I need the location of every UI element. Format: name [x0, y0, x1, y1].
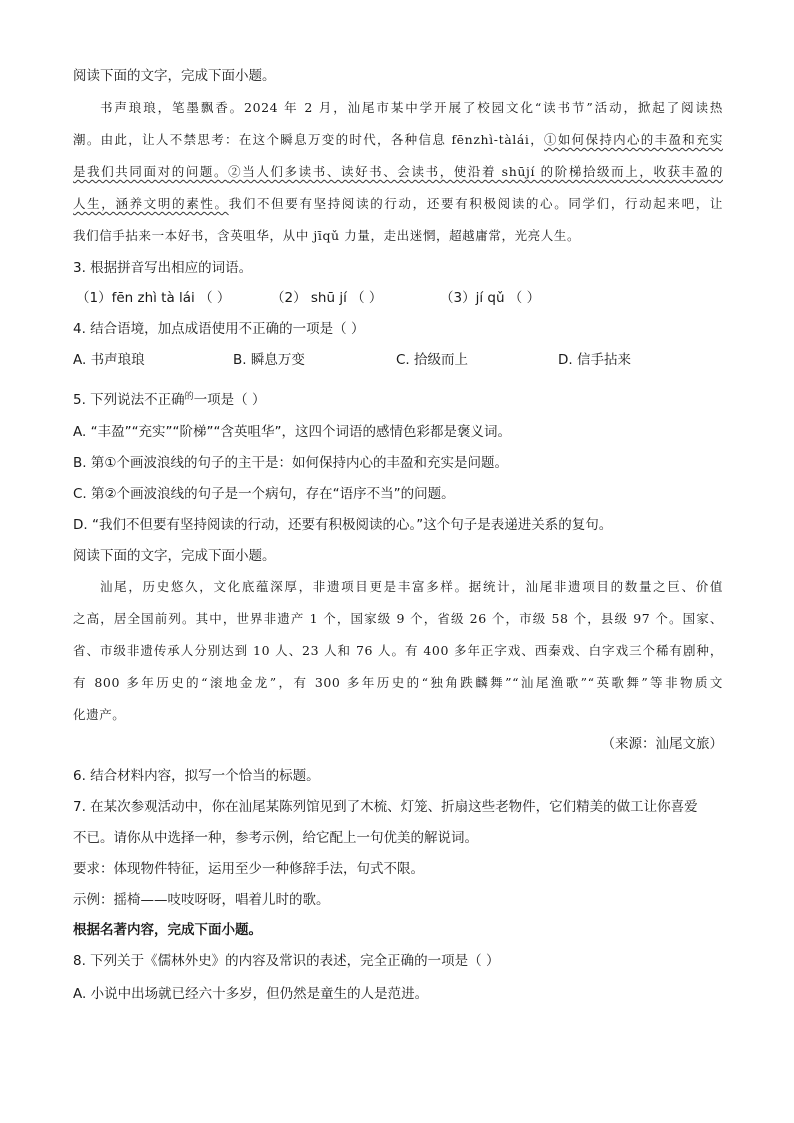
question-7-example: 示例：摇椅——吱吱呀呀，唱着儿时的歌。	[73, 892, 330, 908]
passage-2-line-2: 之高，居全国前列。其中，世界非遗产 1 个，国家级 9 个，省级 26 个，市级 58 个，县级 97 个。国家、	[73, 611, 723, 626]
question-7-line-1: 7. 在某次参观活动中，你在汕尾某陈列馆见到了木梳、灯笼、折扇这些老物件，它们精美的做工让你喜爱	[73, 799, 698, 815]
passage-2-line-4: 有 800 多年历史的“滚地金龙”，有 300 多年历史的“独角跌麟舞”“汕尾渔歌”“英歌舞”等非物质文	[73, 675, 723, 690]
question-5-stem: 5. 下列说法不正确$^的$一项是（ ）	[73, 392, 266, 408]
question-6-stem: 6. 结合材料内容，拟写一个恰当的标题。	[73, 768, 320, 784]
question-4-options	[73, 351, 723, 369]
wavy-sentence-1-end: 是我们共同面对的问题。	[73, 164, 229, 179]
wavy-sentence-1: ①如何保持内心的丰盈和充实	[544, 132, 723, 147]
question-4-option-d: D. 信手拈来	[558, 352, 631, 368]
passage-1-line-5: 我们信手拈来一本好书，含英咀华，从中 jīqǔ 力量，走出迷惘，超越庸常，光亮人生。	[73, 228, 581, 243]
question-5-option-a: A. “丰盈”“充实”“阶梯”“含英咀华”，这四个词语的感情色彩都是褒义词。	[73, 424, 512, 440]
question-4-stem: 4. 结合语境，加点成语使用不正确的一项是（ ）	[73, 321, 365, 337]
question-8-stem: 8. 下列关于《儒林外史》的内容及常识的表述，完全正确的一项是（ ）	[73, 953, 500, 969]
passage-1-line-4: 人生，涵养文明的素性。我们不但要有坚持阅读的行动，还要有积极阅读的心。同学们，行动起来吧，让	[73, 196, 723, 211]
question-5-option-c: C. 第②个画波浪线的句子是一个病句，存在“语序不当”的问题。	[73, 486, 455, 502]
passage-2-line-1: 汕尾，历史悠久，文化底蕴深厚，非遗项目更是丰富多样。据统计，汕尾非遗项目的数量之巨、价值	[100, 579, 723, 594]
question-3-item-1: （1）fēn zhì tà lái （ ）	[76, 290, 231, 306]
wavy-sentence-2-end: 人生，涵养文明的素性。	[73, 196, 229, 211]
passage-1-line-2: 潮。由此，让人不禁思考：在这个瞬息万变的时代，各种信息 fēnzhì-tàlái，①如何保持内心的丰盈和充实	[73, 132, 723, 147]
reading-intro-2: 阅读下面的文字，完成下面小题。	[73, 548, 276, 564]
question-5-option-b: B. 第①个画波浪线的句子的主干是：如何保持内心的丰盈和充实是问题。	[73, 455, 508, 471]
passage-2-line-3: 省、市级非遗传承人分别达到 10 人、23 人和 76 人。有 400 多年正字戏、西秦戏、白字戏三个稀有剧种，	[73, 643, 723, 658]
question-8-option-a: A. 小说中出场就已经六十多岁，但仍然是童生的人是范进。	[73, 986, 429, 1002]
question-5-option-d: D. “我们不但要有坚持阅读的行动，还要有积极阅读的心。”这个句子是表递进关系的复句。	[73, 517, 613, 533]
question-7-line-2: 不已。请你从中选择一种，参考示例，给它配上一句优美的解说词。	[73, 830, 478, 846]
question-7-requirement: 要求：体现物件特征，运用至少一种修辞手法，句式不限。	[73, 861, 424, 877]
reading-intro-1: 阅读下面的文字，完成下面小题。	[73, 68, 276, 84]
passage-1-line-3	[73, 163, 723, 181]
question-3-blanks	[73, 289, 723, 307]
question-4-option-b: B. 瞬息万变	[233, 352, 305, 368]
question-4-option-c: C. 拾级而上	[396, 352, 469, 368]
question-3-item-3: （3）jí qǔ （ ）	[440, 290, 541, 306]
reading-intro-3: 根据名著内容，完成下面小题。	[73, 922, 262, 938]
wavy-sentence-2: ②当人们多读书、读好书、会读书，使沿着 shūjí 的阶梯拾级而上，收获丰盈的	[228, 164, 723, 179]
passage-2-line-5: 化遗产。	[73, 707, 126, 722]
question-3-stem: 3. 根据拼音写出相应的词语。	[73, 260, 253, 276]
passage-1-line-1: 书声琅琅，笔墨飘香。2024 年 2 月，汕尾市某中学开展了校园文化“读书节”活动，掀起了阅读热	[100, 100, 723, 115]
question-3-item-2: （2） shū jí （ ）	[271, 290, 383, 306]
question-4-option-a: A. 书声琅琅	[73, 352, 145, 368]
passage-2-source: （来源：汕尾文旅）	[601, 736, 723, 752]
